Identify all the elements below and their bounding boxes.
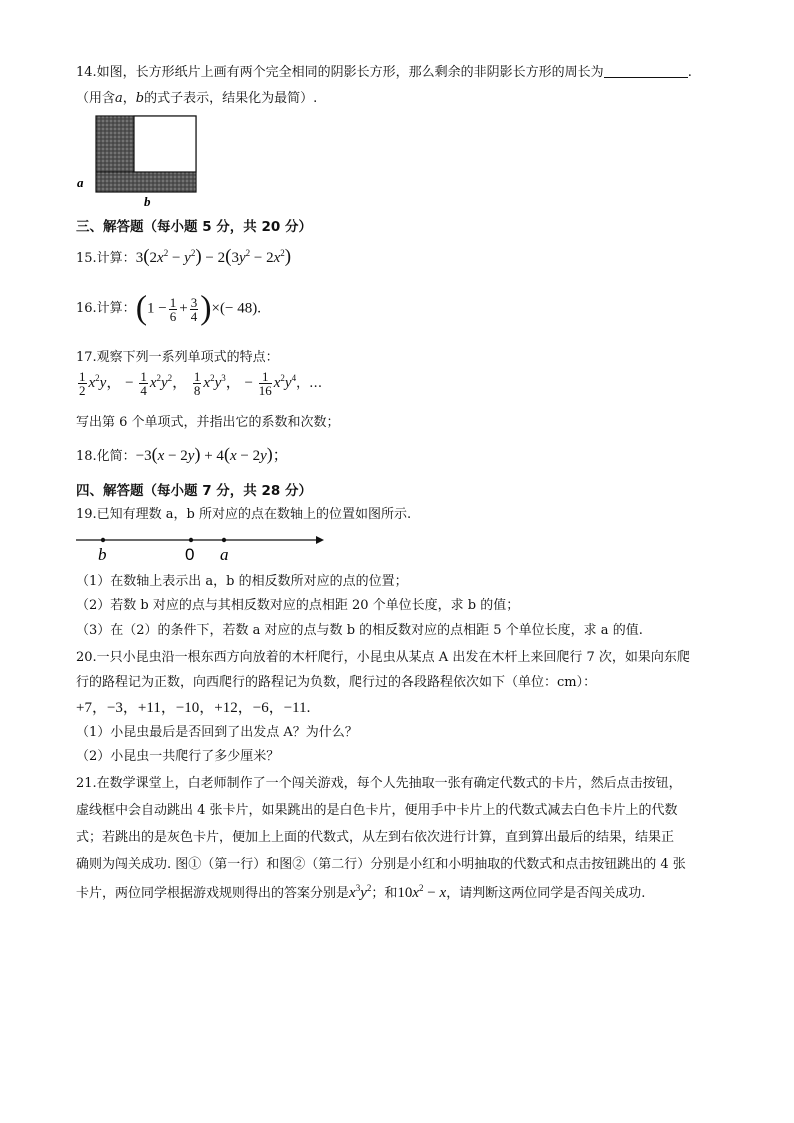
q14-dot: . — [687, 65, 692, 80]
q16 — [76, 292, 261, 326]
q15-expression: $3(2x^2 - y^2) - 2(3y^2 - 2x^2)$ — [135, 246, 292, 267]
label-b-point: b — [98, 545, 107, 564]
q20-line1: 20.一只小昆虫沿一根东西方向放着的木杆爬行，小昆虫从某点 A 出发在木杆上来回爬行 7 次，如果向东爬 — [76, 650, 690, 665]
point-0 — [189, 538, 193, 542]
label-a: a — [77, 175, 84, 190]
q21-line4: 确则为闯关成功. 图①（第一行）和图②（第二行）分别是小红和小明抽取的代数式和点击按钮跳出的 4 张 — [76, 857, 686, 872]
q19-part2: （2）若数 b 对应的点与其相反数对应的点相距 20 个单位长度，求 b 的值； — [76, 598, 520, 613]
q14-comma: ， — [122, 91, 136, 106]
q16-expression: (1 − $\frac{1}{6}$ + $\frac{3}{4}$ )×(− 48). — [135, 290, 261, 327]
answer-blank[interactable] — [604, 65, 688, 78]
q19-part1: （1）在数轴上表示出 a，b 的相反数所对应的点的位置； — [76, 574, 408, 589]
q14-line1 — [76, 64, 692, 82]
q17-task: 写出第 6 个单项式，并指出它的系数和次数； — [76, 415, 340, 430]
var-a: a — [115, 91, 123, 106]
q21-and: ；和 — [371, 886, 398, 901]
q21-line3: 式；若跳出的是灰色卡片，便加上上面的代数式，从左到右依次进行计算，直到算出最后的结果，结果正 — [76, 830, 675, 845]
q17-intro: 17.观察下列一系列单项式的特点： — [76, 350, 279, 365]
q14-line2 — [76, 90, 317, 108]
q18-prefix: 18.化简： — [76, 449, 136, 464]
q17-monomials: $\frac{1}{2}$ $x^2y$， − $\frac{1}{4}$ $x^2y^2$， $\frac{1}{8}$ $x^2y^3$， − $\frac{1}{16}$ $x^2y^4$ — [79, 369, 297, 398]
q20-values: +7，−3，+11，−10，+12，−6，−11. — [76, 700, 311, 716]
q21-ending: ，请判断这两位同学是否闯关成功. — [446, 886, 646, 901]
q14-hint-open: （用含 — [76, 91, 116, 106]
white-rectangle — [134, 116, 196, 172]
q16-prefix: 16.计算： — [76, 300, 136, 316]
q15 — [76, 248, 291, 268]
q20-part1: （1）小昆虫最后是否回到了出发点 A？为什么？ — [76, 725, 358, 740]
shaded-vertical-rect — [96, 116, 134, 172]
q20-line2: 行的路程记为正数，向西爬行的路程记为负数，爬行过的各段路程依次如下（单位：cm）： — [76, 675, 597, 690]
label-a-point: a — [220, 545, 229, 564]
section-3-title: 三、解答题（每小题 5 分，共 20 分） — [76, 219, 312, 235]
q14-hint-close: 的式子表示，结果化为最简）. — [144, 91, 318, 106]
q21-line1: 21.在数学课堂上，白老师制作了一个闯关游戏，每个人先抽取一张有确定代数式的卡片，然后点击按钮， — [76, 776, 682, 791]
rectangle-figure — [74, 112, 204, 208]
q17-ellipsis: ，… — [296, 375, 323, 391]
q20-part2: （2）小昆虫一共爬行了多少厘米？ — [76, 749, 280, 764]
label-zero: 0 — [185, 545, 195, 564]
q14-text: 14.如图，长方形纸片上画有两个完全相同的阴影长方形，那么剩余的非阴影长方形的周长为 — [76, 65, 604, 80]
answer-xiaohong: $x^3y^2$ — [349, 883, 372, 901]
q19-intro: 19.已知有理数 a，b 所对应的点在数轴上的位置如图所示. — [76, 507, 412, 522]
q15-prefix: 15.计算： — [76, 251, 136, 266]
q21-line5 — [76, 884, 645, 903]
answer-xiaoming: $10x^2 - x$ — [397, 883, 447, 901]
point-a — [222, 538, 226, 542]
section-4-title: 四、解答题（每小题 7 分，共 28 分） — [76, 483, 312, 499]
q21-line2: 虚线框中会自动跳出 4 张卡片，如果跳出的是白色卡片，便用手中卡片上的代数式减去白色卡片上的代数 — [76, 803, 678, 818]
q17-sequence — [76, 370, 322, 397]
point-b — [101, 538, 105, 542]
var-b: b — [135, 91, 145, 106]
q18-expression: −3(x − 2y) + 4(x − 2y)； — [135, 444, 288, 464]
number-line — [74, 530, 324, 566]
shaded-horizontal-rect — [96, 172, 196, 192]
number-line-arrow — [316, 536, 324, 544]
q18 — [76, 445, 288, 466]
label-b: b — [144, 194, 151, 208]
q21-line5-text: 卡片，两位同学根据游戏规则得出的答案分别是 — [76, 886, 350, 901]
q19-part3: （3）在（2）的条件下，若数 a 对应的点与数 b 的相反数对应的点相距 5 个单位长度，求 a 的值. — [76, 623, 643, 638]
